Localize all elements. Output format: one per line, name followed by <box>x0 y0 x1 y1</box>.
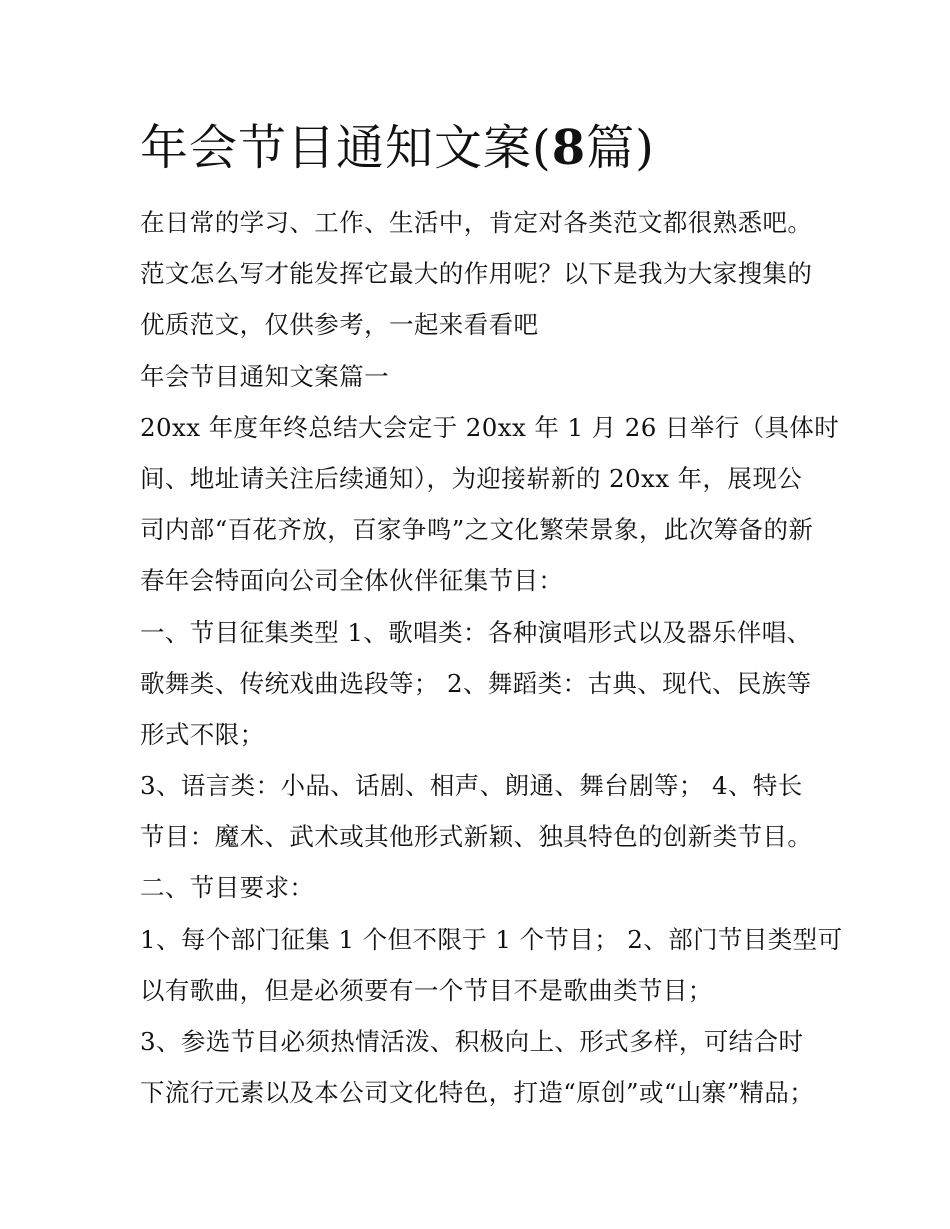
document-body <box>140 197 843 1118</box>
text-line: 3、参选节目必须热情活泼、积极向上、形式多样，可结合时 <box>140 1027 804 1056</box>
text-line: 20xx 年度年终总结大会定于 20xx 年 1 月 26 日举行（具体时 <box>140 412 840 442</box>
text-line: 春年会特面向公司全体伙伴征集节目： <box>140 566 564 596</box>
title-number: 8 <box>551 120 587 176</box>
text-line: 优质范文，仅供参考，一起来看看吧 <box>140 310 539 340</box>
section-heading: 年会节目通知文案篇一 <box>140 361 389 391</box>
document-title <box>140 118 655 178</box>
text-line: 以有歌曲，但是必须要有一个节目不是歌曲类节目； <box>140 975 713 1005</box>
text-line: 在日常的学习、工作、生活中，肯定对各类范文都很熟悉吧。 <box>140 208 813 237</box>
text-line: 节目：魔术、武术或其他形式新颖、独具特色的创新类节目。 <box>140 822 813 852</box>
text-line: 一、节目征集类型 1、歌唱类：各种演唱形式以及器乐伴唱、 <box>140 617 812 647</box>
title-prefix: 年会节目通知文案( <box>140 120 552 176</box>
title-suffix: 篇) <box>586 120 655 176</box>
text-line: 司内部“百花齐放，百家争鸣”之文化繁荣景象，此次筹备的新 <box>140 515 814 545</box>
text-line: 歌舞类、传统戏曲选段等； 2、舞蹈类：古典、现代、民族等 <box>140 668 812 698</box>
text-line: 下流行元素以及本公司文化特色，打造“原创”或“山寨”精品； <box>140 1078 815 1108</box>
text-line: 1、每个部门征集 1 个但不限于 1 个节目； 2、部门节目类型可 <box>140 924 843 954</box>
text-line: 3、语言类：小品、话剧、相声、朗通、舞台剧等； 4、特长 <box>140 771 803 801</box>
text-line: 范文怎么写才能发挥它最大的作用呢？以下是我为大家搜集的 <box>140 259 813 289</box>
text-line: 二、节目要求： <box>140 873 315 903</box>
text-line: 形式不限； <box>140 719 265 749</box>
text-line: 间、地址请关注后续通知），为迎接崭新的 20xx 年，展现公 <box>140 463 803 493</box>
